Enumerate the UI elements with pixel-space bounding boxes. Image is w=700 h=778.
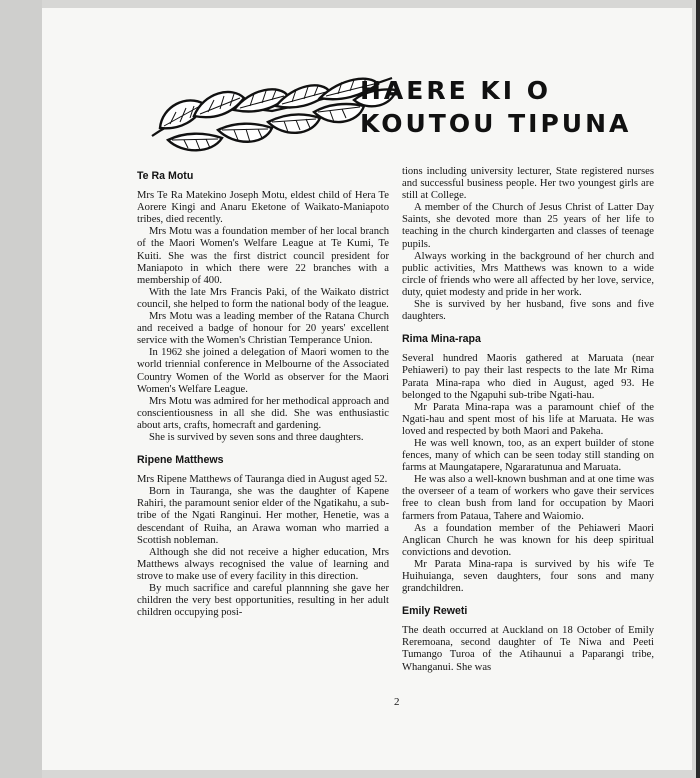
paragraph: Born in Tauranga, she was the daughter of Kapene Rahiri, the paramount senior elder of the Ngatikahu, a sub-tribe of the Ngati Ranginui. Her mother, Henetie, was a descendant of Ruiha, an Arawa woman who married a Scottish nobleman. xyxy=(137,486,389,546)
paragraph: Mrs Motu was a foundation member of her local branch of the Maori Women's Welfare League at Te Kumi, Te Kuiti. She was the first district council president for Maniapoto in which there were 22 branches with a membership of 400. xyxy=(137,226,389,286)
paragraph: Mrs Te Ra Matekino Joseph Motu, eldest child of Hera Te Aorere Kingi and Anaru Eketone of Waikato-Maniapoto tribes, died recently. xyxy=(137,190,389,226)
paragraph: Although she did not receive a higher education, Mrs Matthews always recognised the value of learning and strove to make use of every facility in this direction. xyxy=(137,546,389,582)
title-line-1: HAERE KI O xyxy=(360,76,552,105)
paragraph: As a foundation member of the Pehiaweri Maori Anglican Church he was known for his deep spiritual convictions and devotion. xyxy=(402,522,654,558)
paragraph: Mr Parata Mina-rapa was a paramount chief of the Ngati-hau and spent most of his life at Maruata. He was loved and respected by both Maori and Pakeha. xyxy=(402,401,654,437)
paragraph: A member of the Church of Jesus Christ of Latter Day Saints, she devoted more than 25 years of her life to teaching in the church kindergarten and classes of teenage pupils. xyxy=(402,202,654,250)
paragraph: Mrs Motu was a leading member of the Ratana Church and received a badge of honour for 20 years' excellent service with the Women's Christian Temperance Union. xyxy=(137,311,389,347)
obituary-heading: Rima Mina-rapa xyxy=(402,333,481,346)
paragraph: He was well known, too, as an expert builder of stone fences, many of which can be seen today still standing on farms at Maungatapere, Ngararatunua and Maruata. xyxy=(402,437,654,474)
paragraph: Always working in the background of her church and public activities, Mrs Matthews was known to a wide circle of friends who were all affected by her love, service, duty, quiet modesty and pride in her work. xyxy=(402,250,654,298)
right-column xyxy=(402,166,654,674)
obituary-heading: Emily Reweti xyxy=(402,605,468,618)
paragraph: Mrs Ripene Matthews of Tauranga died in August aged 52. xyxy=(137,474,388,486)
paragraph: By much sacrifice and careful plannning she gave her children the very best opportunities, resulting in her adult children occupying posi- xyxy=(137,583,389,619)
paragraph: Mrs Motu was admired for her methodical approach and conscientiousness in all she did. She was enthusiastic about arts, crafts, homecraft and gardening. xyxy=(137,395,389,431)
obituary-heading: Te Ra Motu xyxy=(137,170,194,182)
scan-margin xyxy=(0,0,42,778)
paragraph: She is survived by her husband, five sons and five daughters. xyxy=(402,299,654,323)
paragraph: He was also a well-known bushman and at one time was the overseer of a team of workers who gave their services free to clean bush from land for occupation by Maori farmers from Pataua, Tahere and Waiomio. xyxy=(402,474,654,522)
document-page xyxy=(42,8,692,770)
paragraph: She is survived by seven sons and three daughters. xyxy=(149,431,364,443)
page-number: 2 xyxy=(394,696,400,708)
obituary-heading: Ripene Matthews xyxy=(137,454,224,467)
page-title xyxy=(360,74,631,140)
paragraph-continued: tions including university lecturer, State registered nurses and successful business people. Her two youngest girls are still at College. xyxy=(402,166,654,202)
scan-edge xyxy=(696,0,700,778)
paragraph: Several hundred Maoris gathered at Maruata (near Pehiaweri) to pay their last respects to the late Mr Rima Parata Mina-rapa who died in August, aged 93. He belonged to the Ngapuhi sub-tribe Ngati-hau. xyxy=(402,353,654,401)
title-line-2: KOUTOU TIPUNA xyxy=(360,109,632,138)
paragraph: Mr Parata Mina-rapa is survived by his wife Te Huihuianga, seven daughters, four sons and many grandchildren. xyxy=(402,558,654,595)
paragraph: With the late Mrs Francis Paki, of the Waikato district council, she helped to form the national body of the league. xyxy=(137,286,389,310)
paragraph: In 1962 she joined a delegation of Maori women to the world triennial conference in Melbourne of the Associated Country Women of the World as observer for the Maori Women's Welfare League. xyxy=(137,347,389,395)
left-column xyxy=(137,170,389,619)
paragraph: The death occurred at Auckland on 18 October of Emily Reremoana, second daughter of Te Niwa and Peeti Tumango Turoa of the Atihaunui a Paparangi tribe, Whanganui. She was xyxy=(402,625,654,673)
